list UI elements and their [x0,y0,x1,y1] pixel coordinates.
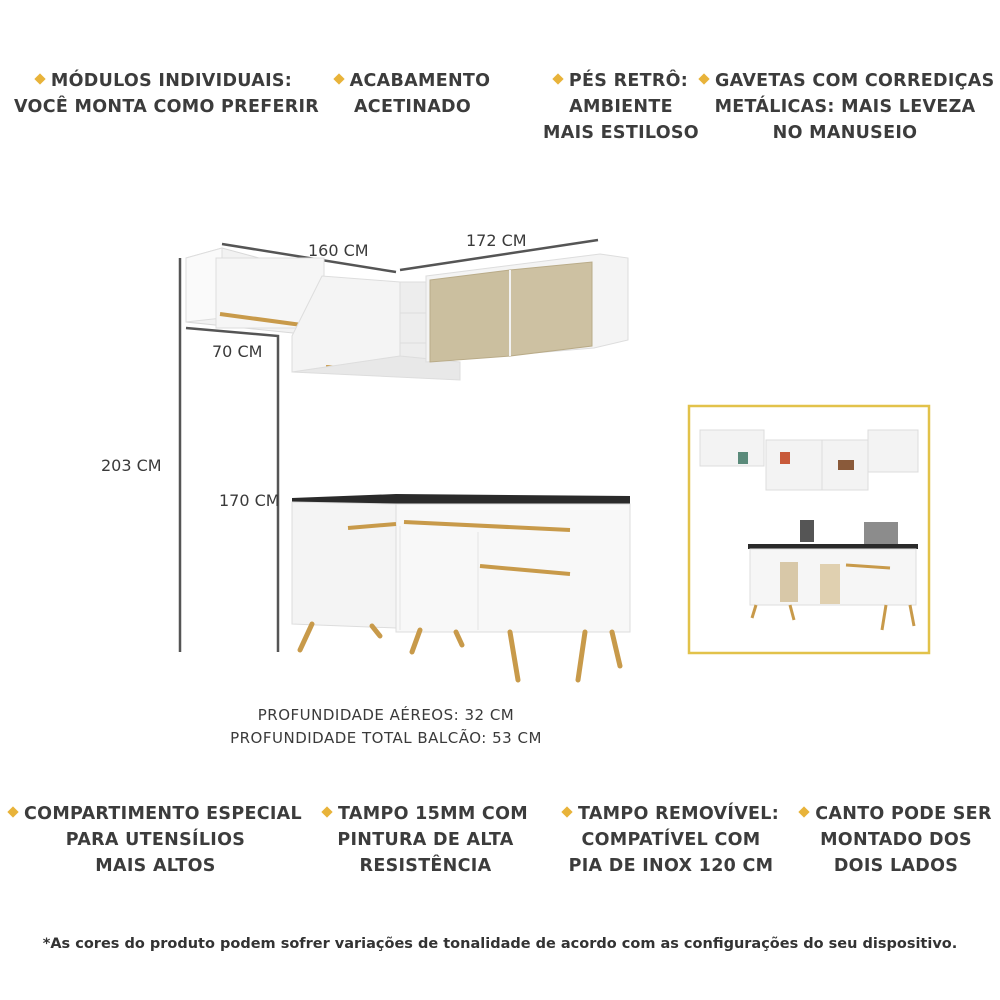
disclaimer: *As cores do produto podem sofrer variações de tonalidade de acordo com as configurações do seu dispositivo. [42,936,958,952]
dim-width-upper-right: 172 CM [466,231,527,250]
feature-compartment: COMPARTIMENTO ESPECIAL PARA UTENSÍLIOS MAIS ALTOS [8,801,303,879]
dim-width-upper-left: 160 CM [308,241,369,260]
diamond-icon [34,73,45,84]
diamond-icon [799,806,810,817]
diamond-icon [698,73,709,84]
depth-upper-note: PROFUNDIDADE AÉREOS: 32 CM [257,706,515,724]
feature-drawers: GAVETAS COM CORREDIÇAS METÁLICAS: MAIS LEVEZA NO MANUSEIO [700,68,990,146]
kitchen-photo-thumbnail [689,406,929,653]
upper-cabinet-glass [426,254,628,362]
diamond-icon [7,806,18,817]
diamond-icon [333,73,344,84]
feature-retro-feet: PÉS RETRÔ: AMBIENTE MAIS ESTILOSO [543,71,699,143]
diamond-icon [561,806,572,817]
feature-finish: ACABAMENTO ACETINADO [330,68,495,120]
base-cabinets [292,494,630,680]
depth-counter-note: PROFUNDIDADE TOTAL BALCÃO: 53 CM [230,729,542,747]
feature-modular: MÓDULOS INDIVIDUAIS: VOCÊ MONTA COMO PREFERIR [14,71,320,117]
feature-removable-top: TAMPO REMOVÍVEL: COMPATÍVEL COM PIA DE INOX 120 CM [556,801,786,879]
dim-total-height: 203 CM [101,456,162,475]
dim-depth-upper: 70 CM [212,342,263,361]
dim-counter-height: 170 CM [219,491,280,510]
feature-corner: CANTO PODE SER MONTADO DOS DOIS LADOS [798,801,994,879]
diamond-icon [552,73,563,84]
depth-notes [186,704,586,750]
feature-countertop: TAMPO 15MM COM PINTURA DE ALTA RESISTÊNCIA [318,801,533,879]
diamond-icon [321,806,332,817]
